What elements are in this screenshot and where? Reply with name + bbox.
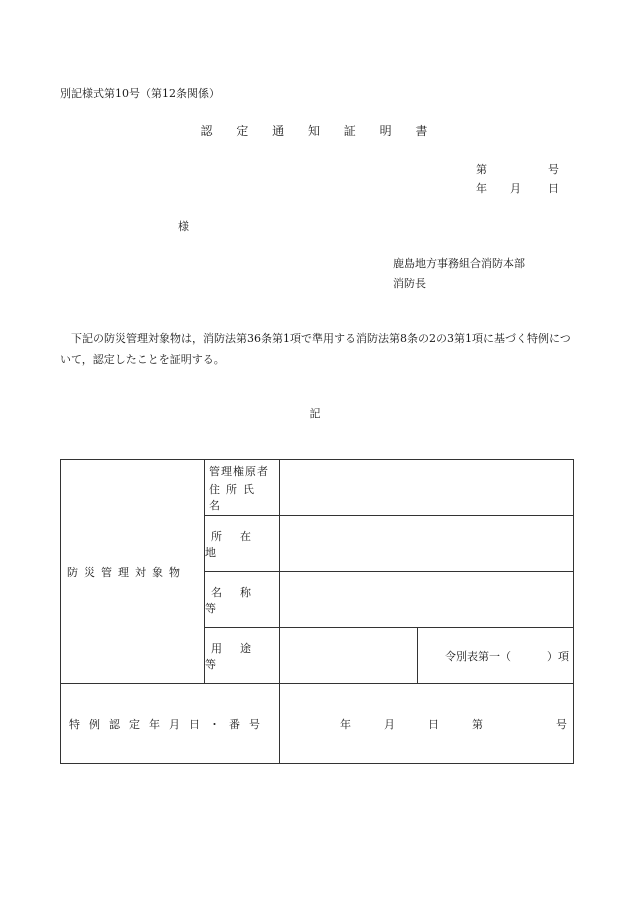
object-label: 防災管理対象物 [67,565,186,579]
special-dai: 第 [472,717,483,731]
annex-blank[interactable] [511,648,547,664]
special-date-cell [280,684,574,764]
location-value-cell[interactable] [280,516,574,572]
issuer-organization: 鹿島地方事務組合消防本部 [393,257,525,270]
date-year: 年 [476,182,487,195]
name-value-cell[interactable] [280,572,574,628]
owner-label-cell [205,460,280,516]
location-label: 所在地 [205,529,269,559]
date-month: 月 [510,182,521,195]
addressee-sama: 様 [178,220,189,233]
annex-prefix: 令別表第一（ [445,649,511,663]
usage-label: 用途等 [205,641,269,671]
special-year: 年 [340,717,351,731]
certificate-table [60,459,574,764]
ki-heading: 記 [309,407,321,420]
doc-number-go: 号 [548,163,559,176]
certification-statement: 下記の防災管理対象物は，消防法第36条第1項で準用する消防法第8条の2の3第1項に基づく特例について，認定したことを証明する。 [60,332,571,366]
issuer-title: 消防長 [393,277,426,290]
usage-label-cell [205,628,280,684]
document-title: 認 定 通 知 証 明 書 [200,124,438,138]
object-label-cell [61,460,205,684]
doc-number-dai: 第 [476,163,487,176]
special-month: 月 [384,717,395,731]
owner-value-cell[interactable] [280,460,574,516]
annex-cell [418,628,574,684]
owner-label-line2: 住所氏名 [209,482,260,512]
date-day: 日 [548,182,559,195]
form-number: 別記様式第10号（第12条関係） [60,87,220,100]
location-label-cell [205,516,280,572]
usage-value-cell[interactable] [280,628,418,684]
special-day: 日 [428,717,439,731]
special-label-cell [61,684,280,764]
special-go: 号 [556,717,567,731]
annex-suffix: ）項 [547,649,569,663]
owner-label-line1: 管理権原者 [209,464,269,478]
special-label: 特例認定年月日・番号 [69,717,269,731]
name-label: 名称等 [205,585,269,615]
name-label-cell [205,572,280,628]
